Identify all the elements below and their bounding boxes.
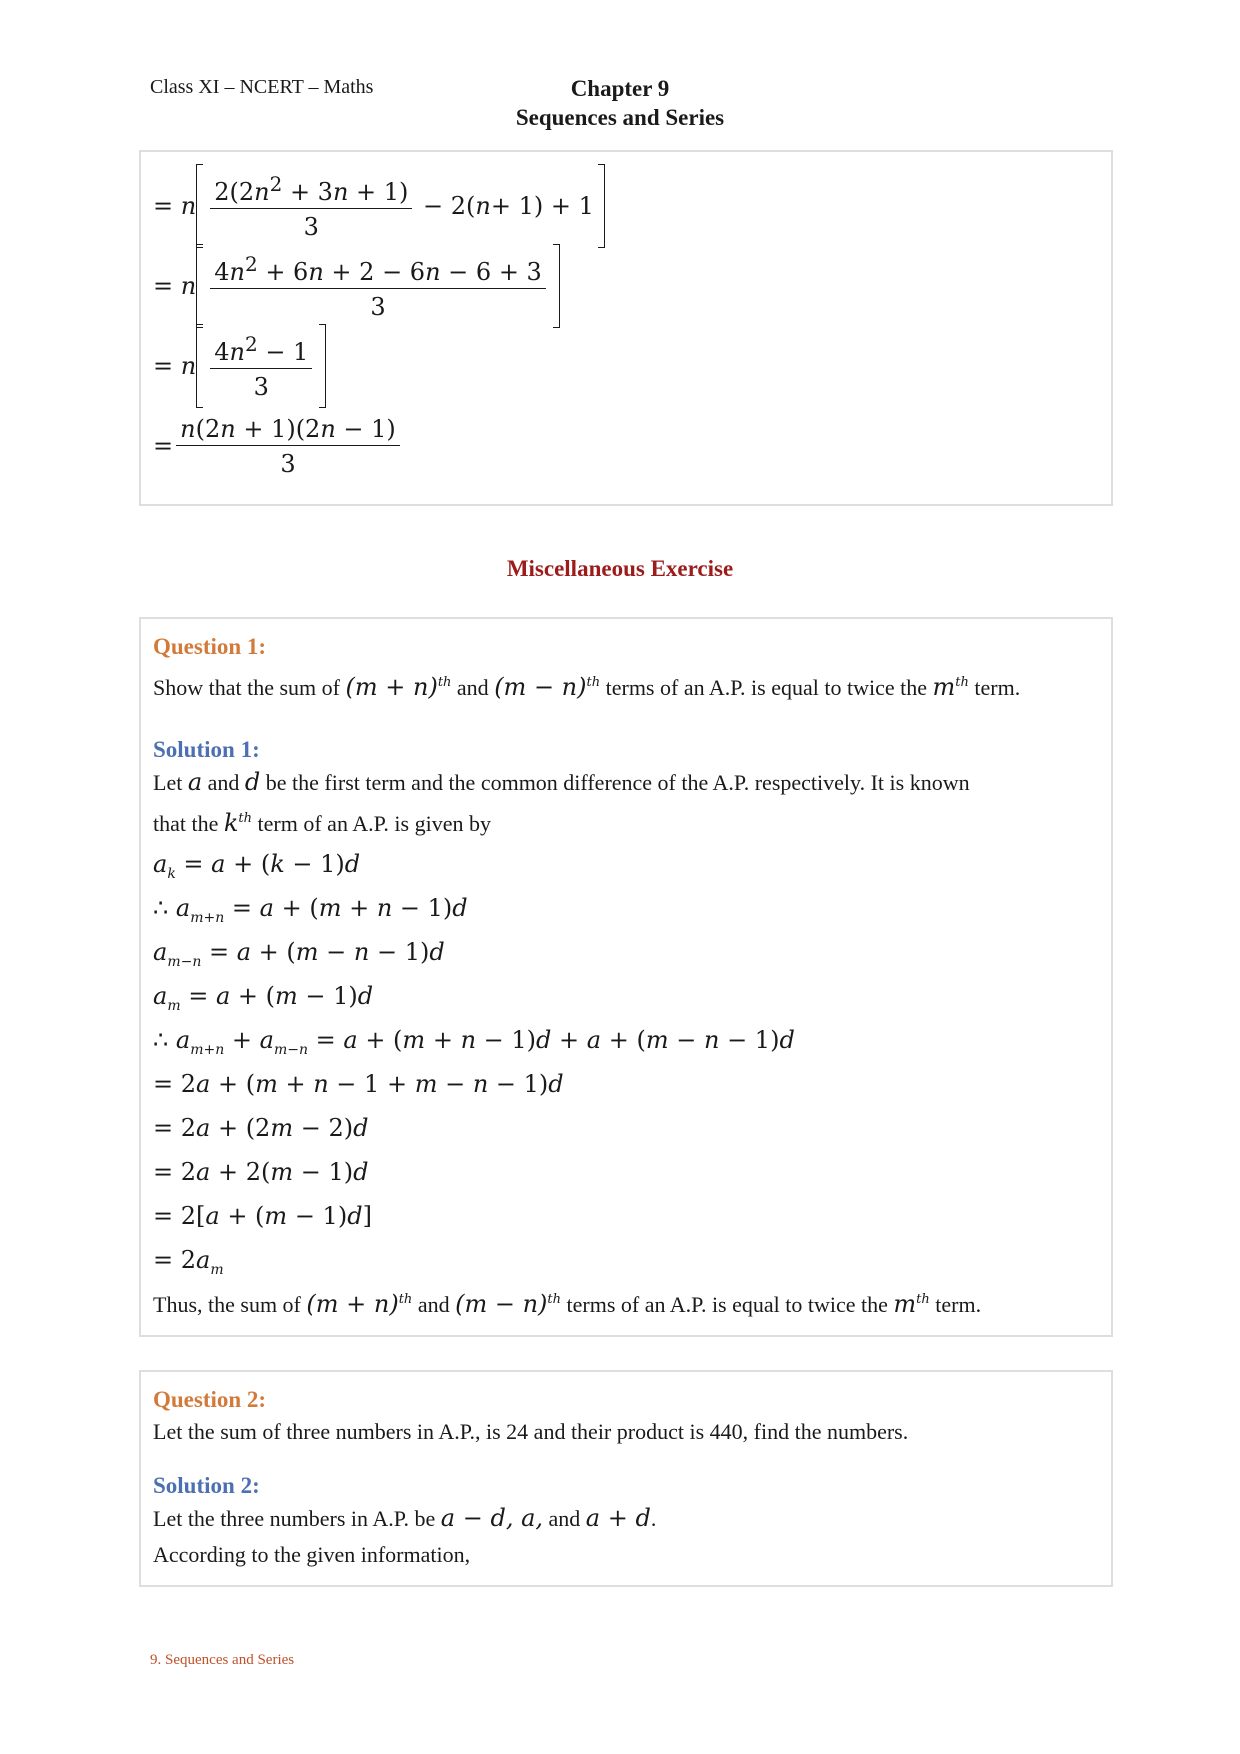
chapter-number: Chapter 9 [570,76,670,101]
question-2-heading: Question 2: [153,1387,267,1412]
equation-line-2: = n $\frac{4n^2 + 6n + 2 - 6n - 6 + 3}{3}$ [153,246,1099,326]
equation-step-3: = 2a + 2(m − 1)d [153,1158,369,1186]
equation-am-minus-n: $a_{m-n} = a + (m - n - 1)d$ [153,938,445,970]
chapter-title: Sequences and Series [515,105,725,130]
question-1-text: Show that the sum of $(m + n)^{th}$ and $(m - n)^{th}$ terms of an A.P. is equal to twice the $m^{th}$ term. [153,673,1021,701]
equation-step-2: = 2a + (2m − 2)d [153,1114,369,1142]
header-class-label: Class XI – NCERT – Maths [150,76,374,98]
equation-line-3: = n $\frac{4n^2 - 1}{3}$ [153,326,1099,406]
equation-line-1: = n $\frac{2(2n^2 + 3n + 1)}{3}$ − 2( n + 1) + 1 [153,166,1099,246]
solution-1-heading: Solution 1: [153,737,260,762]
question-2-text: Let the sum of three numbers in A.P., is 24 and their product is 440, find the numbers. [153,1419,909,1444]
previous-solution-box [139,150,1113,506]
footer-chapter-label: 9. Sequences and Series [150,1652,295,1668]
solution-1-line-1: Let a and d be the first term and the common difference of the A.P. respectively. It is known [153,768,970,796]
solution-1-line-2: that the $k^{th}$ term of an A.P. is given by [153,809,491,837]
solution-2-line-1: Let the three numbers in A.P. be a − d, a, and a + d. [153,1504,657,1532]
equation-step-5: = $2a_m$ [153,1246,224,1278]
question-1-heading: Question 1: [153,634,267,659]
equation-am: $a_m = a + (m - 1)d$ [153,982,374,1014]
header-chapter [440,74,800,132]
equation-line-4: = $\frac{n(2n + 1)(2n - 1)}{3}$ [153,406,1099,486]
equation-step-1: = 2a + (m + n − 1 + m − n − 1)d [153,1070,564,1098]
equation-sum: ∴ $a_{m+n} + a_{m-n} = a + (m + n - 1)d + a + (m - n - 1)d$ [153,1026,795,1058]
solution-2-line-2: According to the given information, [153,1542,471,1567]
solution-2-heading: Solution 2: [153,1473,260,1498]
equation-am-plus-n: ∴ $a_{m+n} = a + (m + n - 1)d$ [153,894,468,926]
question-2-box [139,1370,1113,1587]
solution-1-conclusion: Thus, the sum of $(m + n)^{th}$ and $(m - n)^{th}$ terms of an A.P. is equal to twice the $m^{th}$ term. [153,1290,982,1318]
equation-ak: $a_k = a + (k - 1)d$ [153,850,361,882]
section-title: Miscellaneous Exercise [506,556,734,581]
equation-step-4: = 2[a + (m − 1)d] [153,1202,372,1230]
question-1-box [139,617,1113,1337]
